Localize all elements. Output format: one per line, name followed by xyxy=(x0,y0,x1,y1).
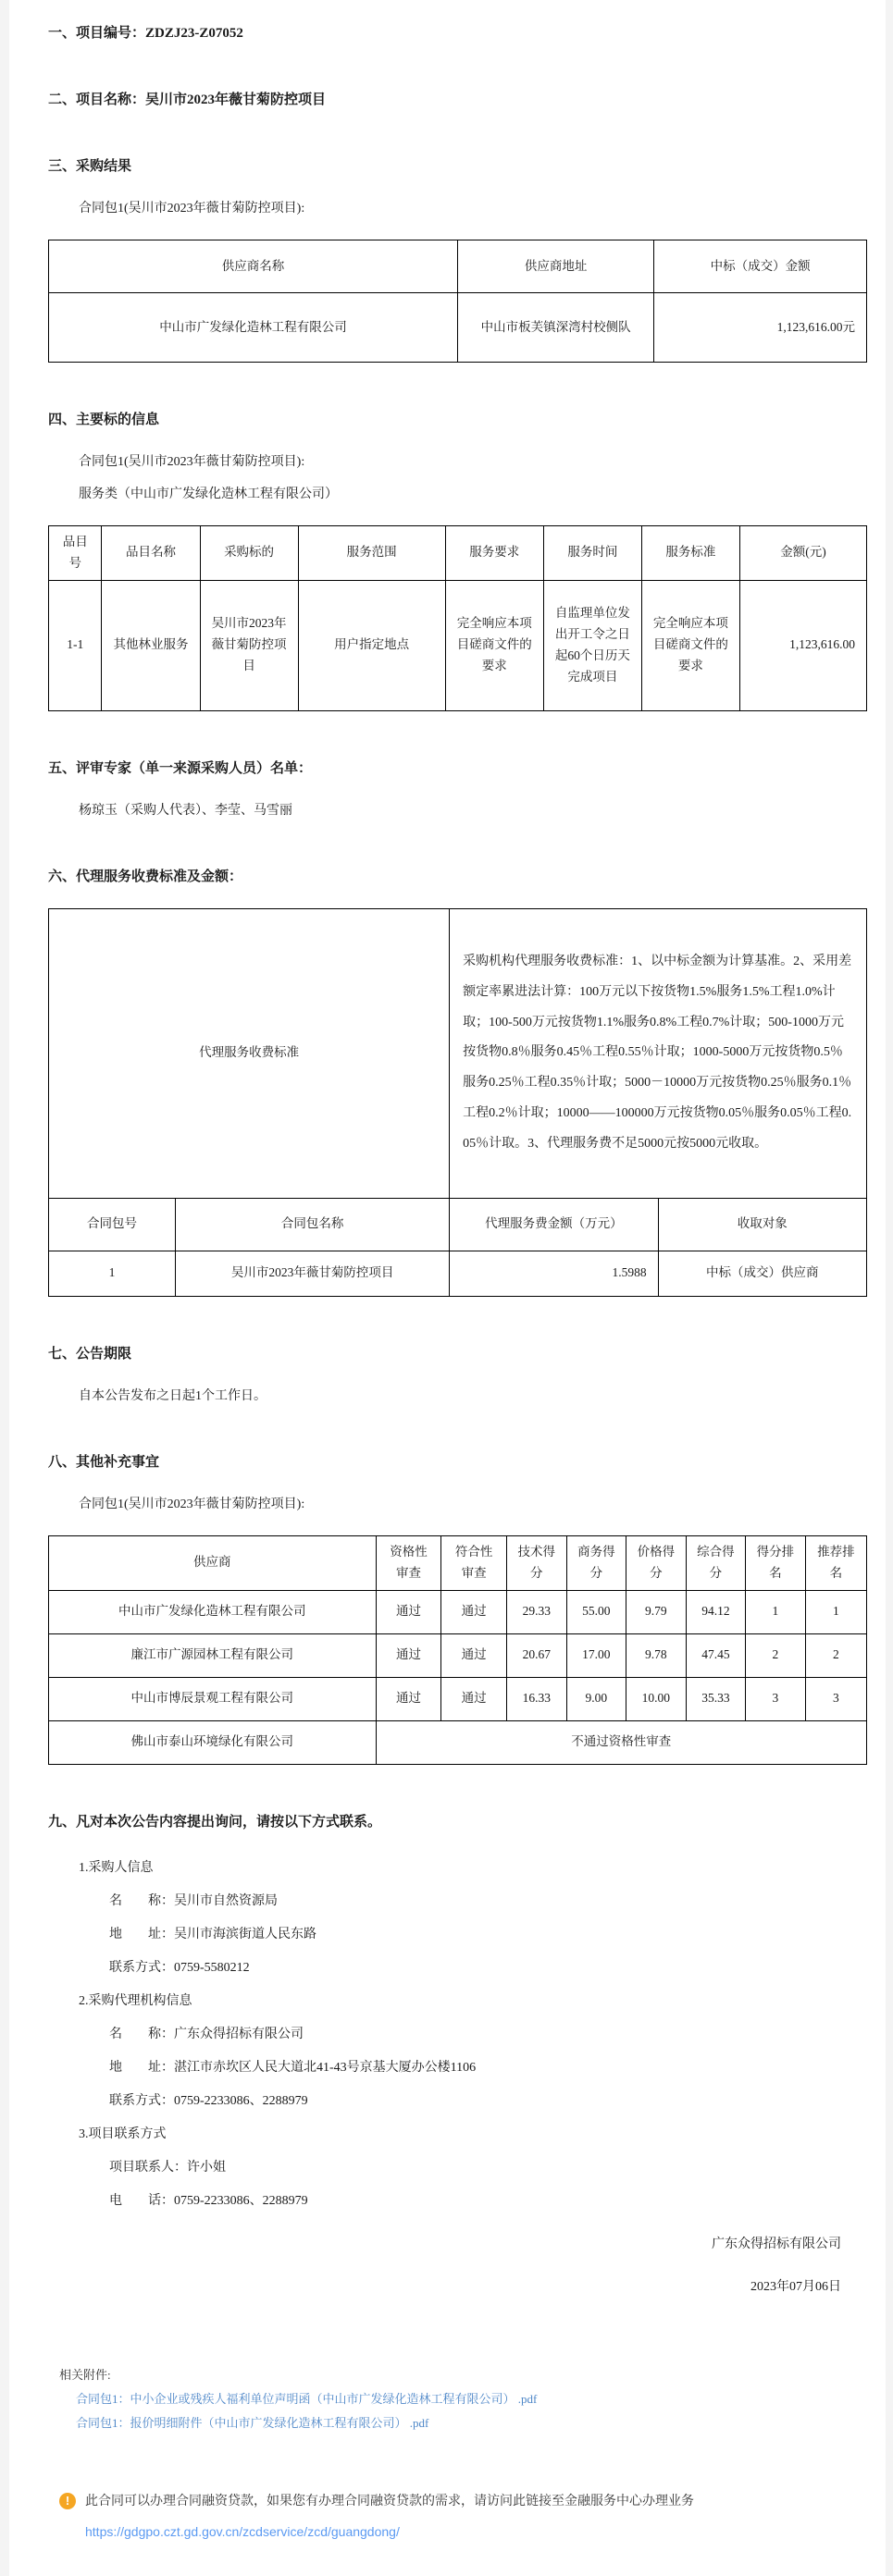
table-row xyxy=(49,293,867,363)
price-score-cell: 9.78 xyxy=(626,1633,687,1677)
table-row xyxy=(49,1590,867,1633)
table-header-cell: 技术得分 xyxy=(507,1535,567,1590)
qualification-review-cell: 通过 xyxy=(376,1677,441,1720)
signature-agency: 广东众得招标有限公司 xyxy=(712,2237,841,2251)
fee-standard-label-cell: 代理服务收费标准 xyxy=(49,908,450,1198)
subject-category-line: 服务类（中山市广发绿化造林工程有限公司） xyxy=(79,487,338,501)
package-name-cell: 吴川市2023年薇甘菊防控项目 xyxy=(176,1251,450,1296)
procurement-target-cell: 吴川市2023年薇甘菊防控项目 xyxy=(200,580,298,710)
qualification-review-cell: 通过 xyxy=(376,1590,441,1633)
business-score-cell: 55.00 xyxy=(566,1590,626,1633)
section-heading-agency-fee: 六、代理服务收费标准及金额： xyxy=(48,869,243,884)
score-rank-cell: 1 xyxy=(746,1590,806,1633)
conformity-review-cell: 通过 xyxy=(441,1677,507,1720)
finance-service-link[interactable]: https://gdgpo.czt.gd.gov.cn/zcdservice/zcd/guangdong/ xyxy=(85,2523,400,2539)
agency-name: 名 称：广东众得招标有限公司 xyxy=(109,2027,304,2041)
item-no-cell: 1-1 xyxy=(49,580,102,710)
table-header-cell: 供应商地址 xyxy=(458,240,654,293)
recommend-rank-cell: 2 xyxy=(805,1633,866,1677)
table-header-cell: 符合性审查 xyxy=(441,1535,507,1590)
total-score-cell: 47.45 xyxy=(686,1633,746,1677)
agency-address: 地 址：湛江市赤坎区人民大道北41-43号京基大厦办公楼1106 xyxy=(109,2060,477,2075)
recommend-rank-cell: 3 xyxy=(805,1677,866,1720)
table-header-cell: 代理服务费金额（万元） xyxy=(450,1198,658,1251)
subject-info-table xyxy=(48,525,867,711)
table-header-cell: 商务得分 xyxy=(566,1535,626,1590)
score-rank-cell: 2 xyxy=(746,1633,806,1677)
table-header-cell: 中标（成交）金额 xyxy=(654,240,867,293)
qualification-review-cell: 通过 xyxy=(376,1633,441,1677)
table-header-cell: 合同包名称 xyxy=(176,1198,450,1251)
loan-notice xyxy=(59,2493,847,2511)
announcement-period-text: 自本公告发布之日起1个工作日。 xyxy=(79,1388,267,1403)
total-score-cell: 94.12 xyxy=(686,1590,746,1633)
technical-score-cell: 16.33 xyxy=(507,1677,567,1720)
table-header-cell: 得分排名 xyxy=(746,1535,806,1590)
table-header-cell: 合同包号 xyxy=(49,1198,176,1251)
attachments-section xyxy=(48,2367,847,2432)
supplier-name-cell: 中山市广发绿化造林工程有限公司 xyxy=(49,1590,377,1633)
table-header-cell: 推荐排名 xyxy=(805,1535,866,1590)
table-row xyxy=(49,1677,867,1720)
package-no-cell: 1 xyxy=(49,1251,176,1296)
supplier-name-cell: 廉江市广源园林工程有限公司 xyxy=(49,1633,377,1677)
service-standard-cell: 完全响应本项目磋商文件的要求 xyxy=(641,580,739,710)
table-row xyxy=(49,580,867,710)
service-requirement-cell: 完全响应本项目磋商文件的要求 xyxy=(445,580,543,710)
service-scope-cell: 用户指定地点 xyxy=(298,580,445,710)
section-heading-supplement: 八、其他补充事宜 xyxy=(48,1454,160,1470)
evaluation-score-table xyxy=(48,1535,867,1765)
purchaser-info-title: 1.采购人信息 xyxy=(79,1860,154,1875)
amount-cell: 1,123,616.00 xyxy=(739,580,866,710)
supplier-name-cell: 中山市博辰景观工程有限公司 xyxy=(49,1677,377,1720)
award-amount-cell: 1,123,616.00元 xyxy=(654,293,867,363)
result-package-line: 合同包1(吴川市2023年薇甘菊防控项目): xyxy=(79,202,305,216)
table-header-cell: 服务要求 xyxy=(445,526,543,581)
table-header-cell: 综合得分 xyxy=(686,1535,746,1590)
conformity-review-cell: 通过 xyxy=(441,1633,507,1677)
supplier-name-cell: 佛山市泰山环境绿化有限公司 xyxy=(49,1720,377,1764)
announcement-page xyxy=(9,0,886,2576)
table-header-cell: 供应商名称 xyxy=(49,240,458,293)
supplier-name-cell: 中山市广发绿化造林工程有限公司 xyxy=(49,293,458,363)
section-heading-subject-info: 四、主要标的信息 xyxy=(48,413,160,427)
project-contact-phone: 电 话：0759-2233086、2288979 xyxy=(109,2193,308,2208)
attachments-label: 相关附件: xyxy=(59,2367,111,2382)
table-row xyxy=(49,1251,867,1296)
loan-notice-text: 此合同可以办理合同融资贷款，如果您有办理合同融资贷款的需求，请访问此链接至金融服务中心办理业务 xyxy=(85,2494,694,2508)
fee-payer-cell: 中标（成交）供应商 xyxy=(658,1251,866,1296)
table-header-cell: 收取对象 xyxy=(658,1198,866,1251)
signature-date: 2023年07月06日 xyxy=(750,2279,841,2294)
agency-fee-table xyxy=(48,908,867,1297)
table-row xyxy=(49,1720,867,1764)
recommend-rank-cell: 1 xyxy=(805,1590,866,1633)
table-header-cell: 服务范围 xyxy=(298,526,445,581)
table-header-cell: 供应商 xyxy=(49,1535,377,1590)
price-score-cell: 10.00 xyxy=(626,1677,687,1720)
table-row xyxy=(49,1633,867,1677)
business-score-cell: 17.00 xyxy=(566,1633,626,1677)
purchaser-name: 名 称：吴川市自然资源局 xyxy=(109,1893,278,1908)
conformity-review-cell: 通过 xyxy=(441,1590,507,1633)
table-header-cell: 服务标准 xyxy=(641,526,739,581)
section-heading-project-number: 一、项目编号：ZDZJ23-Z07052 xyxy=(48,26,243,41)
price-score-cell: 9.79 xyxy=(626,1590,687,1633)
agency-info-title: 2.采购代理机构信息 xyxy=(79,1993,192,2008)
section-heading-contact: 九、凡对本次公告内容提出询问，请按以下方式联系。 xyxy=(48,1814,382,1830)
project-contact-person: 项目联系人：许小姐 xyxy=(109,2160,226,2175)
score-rank-cell: 3 xyxy=(746,1677,806,1720)
technical-score-cell: 20.67 xyxy=(507,1633,567,1677)
section-heading-announcement-period: 七、公告期限 xyxy=(48,1346,132,1362)
supplier-address-cell: 中山市板芙镇深湾村校侧队 xyxy=(458,293,654,363)
fee-amount-cell: 1.5988 xyxy=(450,1251,658,1296)
procurement-result-table xyxy=(48,240,867,363)
project-contact-title: 3.项目联系方式 xyxy=(79,2126,167,2141)
subject-package-line: 合同包1(吴川市2023年薇甘菊防控项目): xyxy=(79,455,305,469)
supplement-package-line: 合同包1(吴川市2023年薇甘菊防控项目): xyxy=(79,1497,305,1511)
table-header-cell: 品目名称 xyxy=(102,526,200,581)
table-header-cell: 金额(元) xyxy=(739,526,866,581)
contact-block xyxy=(48,1859,847,2210)
business-score-cell: 9.00 xyxy=(566,1677,626,1720)
section-heading-project-name: 二、项目名称：吴川市2023年薇甘菊防控项目 xyxy=(48,92,327,107)
attachment-link-quotation-pdf[interactable]: 合同包1：报价明细附件（中山市广发绿化造林工程有限公司） .pdf xyxy=(76,2415,429,2430)
purchaser-address: 地 址：吴川市海滨街道人民东路 xyxy=(109,1927,316,1941)
service-time-cell: 自监理单位发出开工令之日起60个日历天完成项目 xyxy=(543,580,641,710)
agency-contact: 联系方式：0759-2233086、2288979 xyxy=(109,2093,308,2108)
fee-standard-text-cell: 采购机构代理服务收费标准：1、以中标金额为计算基准。2、采用差额定率累进法计算：100万元以下按货物1.5%服务1.5%工程1.0%计取；100-500万元按货物1.1%服务0.8%工程0.7%计取；500-1000万元按货物0.8％服务0.45％工程0.55％计取；1000-5000万元按货物0.5％服务0.25％工程0.35％计取；5000－10000万元按货物0.25％服务0.1％工程0.2％计取；10000——100000万元按货物0.05％服务0.05％工程0.05％计取。3、代理服务费不足5000元按5000元收取。 xyxy=(450,908,867,1198)
warning-icon: ! xyxy=(59,2493,76,2509)
section-heading-procurement-result: 三、采购结果 xyxy=(48,159,132,174)
table-header-cell: 资格性审查 xyxy=(376,1535,441,1590)
attachment-link-declaration-pdf[interactable]: 合同包1：中小企业或残疾人福利单位声明函（中山市广发绿化造林工程有限公司） .pdf xyxy=(76,2391,538,2406)
table-header-cell: 采购标的 xyxy=(200,526,298,581)
item-name-cell: 其他林业服务 xyxy=(102,580,200,710)
table-header-cell: 品目号 xyxy=(49,526,102,581)
total-score-cell: 35.33 xyxy=(686,1677,746,1720)
experts-list: 杨琼玉（采购人代表）、李莹、马雪丽 xyxy=(79,803,292,818)
purchaser-contact: 联系方式：0759-5580212 xyxy=(109,1960,250,1975)
table-header-cell: 价格得分 xyxy=(626,1535,687,1590)
section-heading-experts: 五、评审专家（单一来源采购人员）名单： xyxy=(48,760,313,776)
fail-note-cell: 不通过资格性审查 xyxy=(376,1720,866,1764)
table-header-cell: 服务时间 xyxy=(543,526,641,581)
technical-score-cell: 29.33 xyxy=(507,1590,567,1633)
